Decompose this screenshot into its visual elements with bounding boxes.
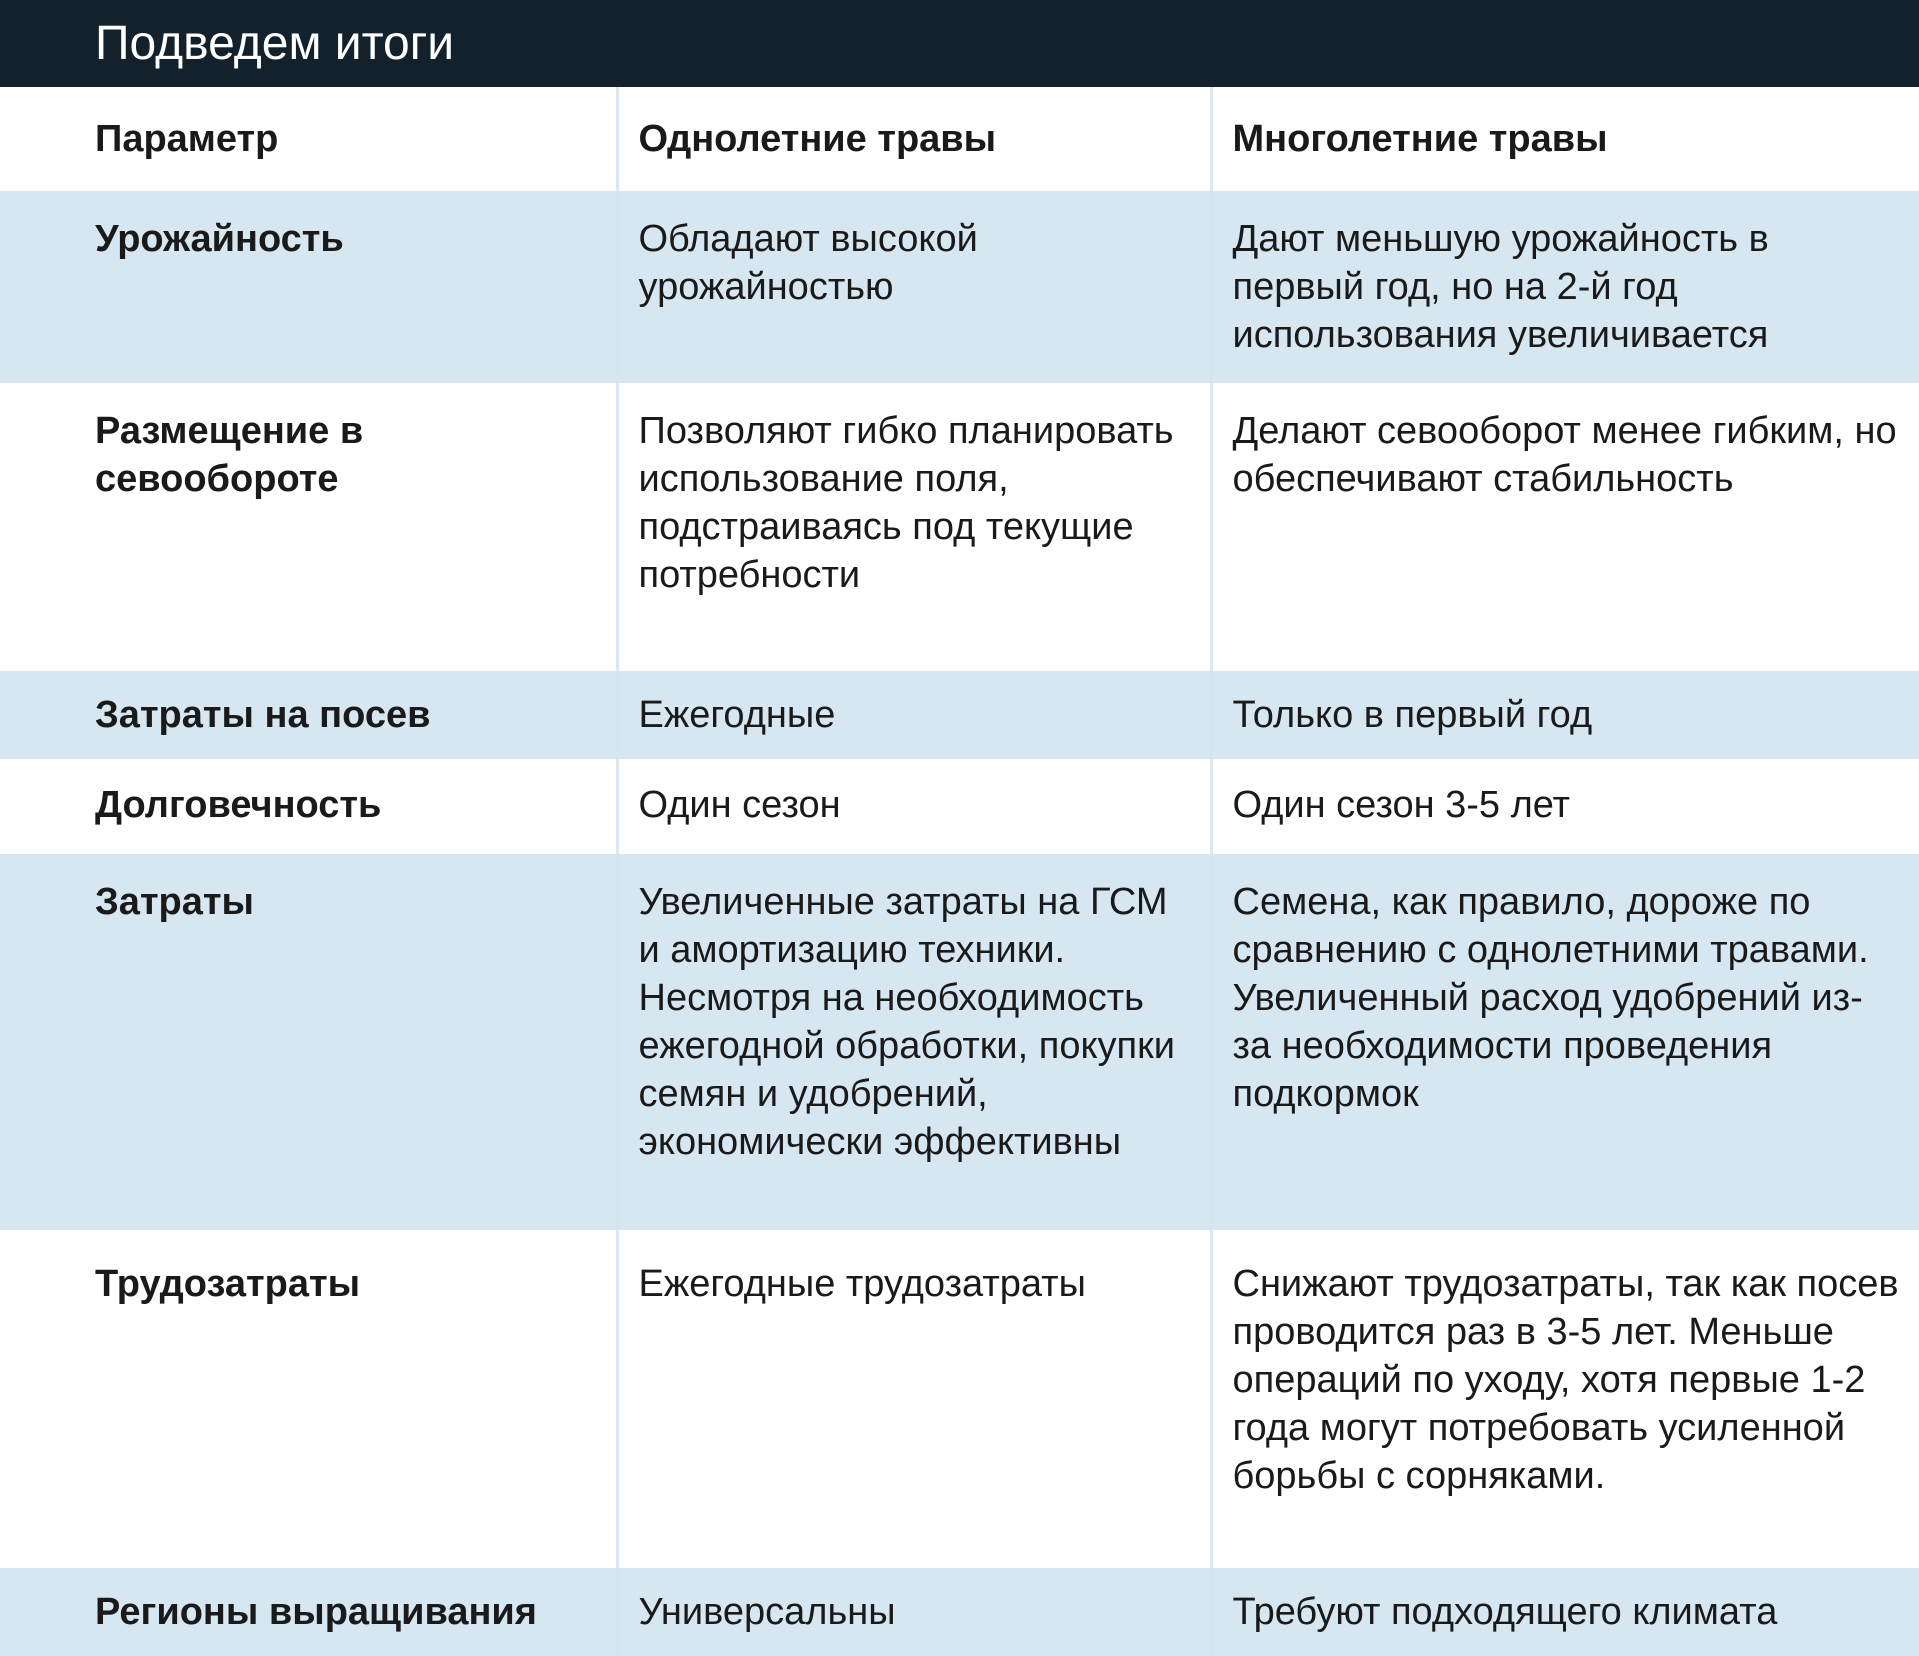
table-row (0, 759, 1919, 854)
table-row (0, 1230, 1919, 1568)
row-param: Долговечность (95, 784, 382, 826)
row-param: Урожайность (95, 218, 344, 260)
row-annual: Обладают высокой урожайностью (617, 191, 1211, 383)
table-row (0, 1568, 1919, 1656)
row-annual: Ежегодные (617, 671, 1211, 759)
row-perennial: Делают севооборот менее гибким, но обеспечивают стабильность (1211, 383, 1919, 671)
row-annual: Увеличенные затраты на ГСМ и амортизацию техники. Несмотря на необходимость ежегодной обработки, покупки семян и удобрений, экономически эффективны (617, 854, 1211, 1230)
table-row (0, 191, 1919, 383)
row-annual: Ежегодные трудозатраты (617, 1230, 1211, 1568)
row-param: Трудозатраты (95, 1263, 361, 1305)
row-perennial: Семена, как правило, дороже по сравнению с однолетними травами. Увеличенный расход удобрений из-за необходимости проведения подкормок (1211, 854, 1919, 1230)
page-title: Подведем итоги (0, 0, 1919, 87)
row-perennial: Только в первый год (1211, 671, 1919, 759)
row-param: Затраты (95, 881, 254, 923)
row-perennial: Дают меньшую урожайность в первый год, но на 2-й год использования увеличивается (1211, 191, 1919, 383)
comparison-table (0, 87, 1919, 1656)
column-header-perennial: Многолетние травы (1211, 87, 1919, 191)
row-perennial: Один сезон 3-5 лет (1211, 759, 1919, 854)
column-header-parameter: Параметр (95, 118, 279, 160)
table-header-row (0, 87, 1919, 191)
row-annual: Позволяют гибко планировать использование поля, подстраиваясь под текущие потребности (617, 383, 1211, 671)
table-row (0, 383, 1919, 671)
row-annual: Один сезон (617, 759, 1211, 854)
table-row (0, 671, 1919, 759)
row-param: Затраты на посев (95, 694, 431, 736)
column-header-annual: Однолетние травы (617, 87, 1211, 191)
table-row (0, 854, 1919, 1230)
row-param: Размещение в севообороте (95, 410, 364, 500)
row-annual: Универсальны (617, 1568, 1211, 1656)
row-param: Регионы выращивания (95, 1591, 537, 1633)
row-perennial: Снижают трудозатраты, так как посев проводится раз в 3-5 лет. Меньше операций по уходу, хотя первые 1-2 года могут потребовать усиленной борьбы с сорняками. (1211, 1230, 1919, 1568)
row-perennial: Требуют подходящего климата (1211, 1568, 1919, 1656)
